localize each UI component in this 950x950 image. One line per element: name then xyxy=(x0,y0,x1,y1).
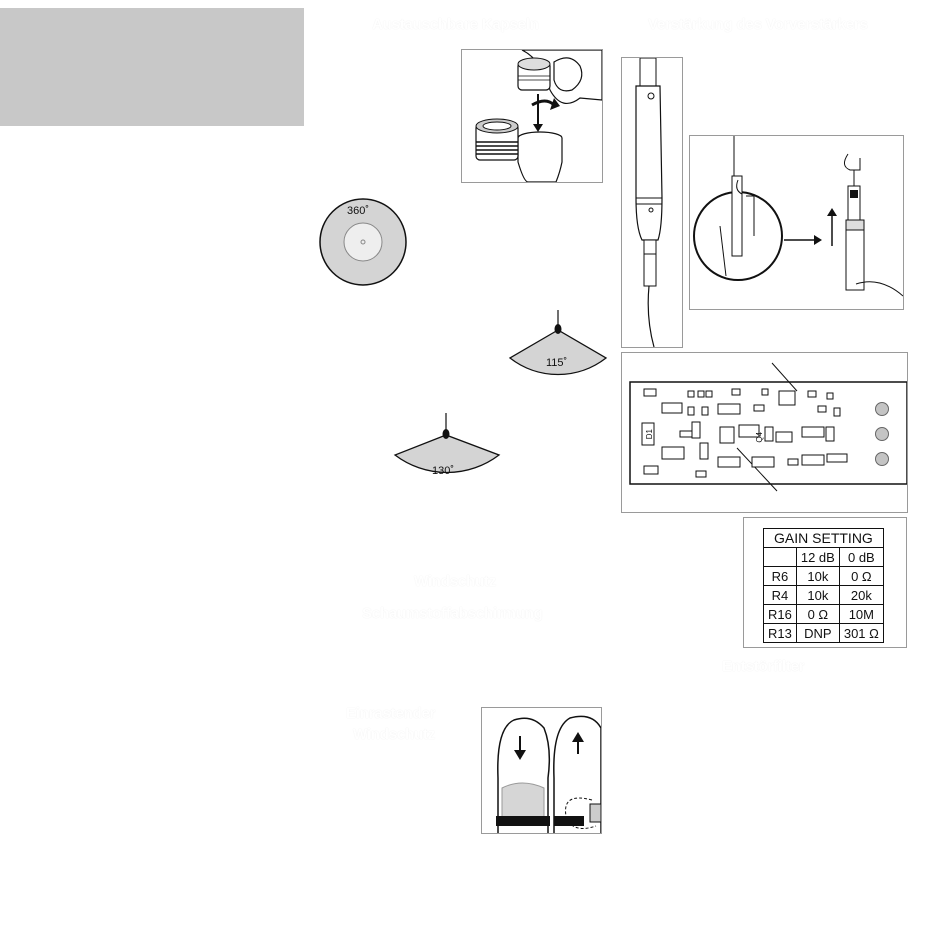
heading-interchangeable-capsules: Austauschbare Kapseln xyxy=(372,16,539,33)
heading-foam-shield: Schaumstoffabschirmung xyxy=(362,605,543,622)
heading-snap-windscreen-line1: Einrastender xyxy=(346,705,436,722)
table-cell: R6 xyxy=(764,567,797,586)
table-row xyxy=(764,586,884,605)
omni-angle-label: 360˚ xyxy=(347,205,370,217)
cardioid-polar-diagram xyxy=(508,308,608,390)
gain-setting-table xyxy=(763,528,884,643)
pcb-illustration xyxy=(621,352,908,513)
table-row xyxy=(764,567,884,586)
pcb-label-d1: D1 xyxy=(645,429,654,440)
gain-table-header-row xyxy=(764,548,884,567)
microphone-body-illustration xyxy=(621,57,683,348)
gain-table-col-12db: 12 dB xyxy=(796,548,839,567)
table-cell: DNP xyxy=(796,624,839,643)
gain-table-title: GAIN SETTING xyxy=(764,529,884,548)
heading-preamp-gain: Verstärkung des Vorverstärkers xyxy=(648,16,868,33)
table-cell: 20k xyxy=(839,586,883,605)
table-cell: 0 Ω xyxy=(839,567,883,586)
supercardioid-angle-label: 130˚ xyxy=(432,465,455,477)
preamp-removal-illustration xyxy=(689,135,904,310)
gain-setting-box xyxy=(743,517,907,648)
table-cell: R4 xyxy=(764,586,797,605)
table-row xyxy=(764,624,884,643)
cardioid-angle-label: 115˚ xyxy=(546,357,568,369)
heading-rf-filter: Entstörfilter xyxy=(722,658,805,675)
capsule-exchange-illustration xyxy=(461,49,603,183)
table-cell: 10k xyxy=(796,567,839,586)
table-cell: 10k xyxy=(796,586,839,605)
table-cell: 301 Ω xyxy=(839,624,883,643)
table-cell: R16 xyxy=(764,605,797,624)
pcb-label-q4: Q4 xyxy=(755,432,764,443)
table-cell: 0 Ω xyxy=(796,605,839,624)
omni-polar-diagram xyxy=(317,196,409,288)
snap-windscreen-illustration xyxy=(481,707,602,834)
heading-windscreen: Windschutz xyxy=(414,573,497,590)
table-cell: 10M xyxy=(839,605,883,624)
table-row xyxy=(764,605,884,624)
supercardioid-polar-diagram xyxy=(393,411,503,497)
section-tab-block xyxy=(0,8,304,126)
table-cell: R13 xyxy=(764,624,797,643)
gain-table-corner xyxy=(764,548,797,567)
gain-table-title-row xyxy=(764,529,884,548)
gain-table-col-0db: 0 dB xyxy=(839,548,883,567)
heading-snap-windscreen-line2: Windschutz xyxy=(353,726,436,743)
